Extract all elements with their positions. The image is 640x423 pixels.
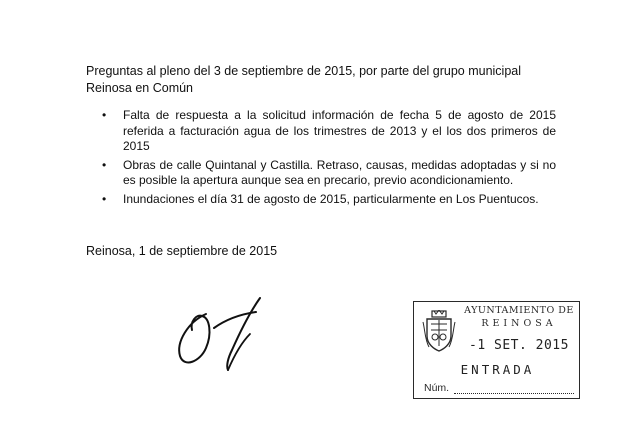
- place-and-date: Reinosa, 1 de septiembre de 2015: [86, 244, 278, 258]
- stamp-number-label: Núm.: [424, 382, 450, 394]
- stamp-number-line: [454, 393, 574, 394]
- list-item: [86, 108, 556, 155]
- bullet-icon: •: [102, 157, 107, 172]
- heading-line-1: Preguntas al pleno del 3 de septiembre de 2015, por parte del grupo municipal: [86, 64, 522, 78]
- coat-of-arms-icon: [422, 310, 456, 352]
- stamp-entry-label: ENTRADA: [460, 362, 535, 377]
- registry-stamp: [413, 301, 580, 399]
- list-item: [86, 192, 556, 208]
- bullet-icon: •: [102, 191, 107, 206]
- stamp-date: -1 SET. 2015: [469, 338, 569, 353]
- list-item-text: Inundaciones el día 31 de agosto de 2015, particularmente en Los Puentucos.: [123, 191, 539, 206]
- heading-line-2: Reinosa en Común: [86, 81, 194, 95]
- stamp-municipality-label: AYUNTAMIENTO DE: [464, 305, 574, 316]
- document-heading: [86, 63, 556, 97]
- list-item-text: Falta de respuesta a la solicitud información de fecha 5 de agosto de 2015 referida a facturación agua de los trimestres de 2013 y el los dos primeros de 2015: [123, 108, 556, 153]
- list-item-text: Obras de calle Quintanal y Castilla. Retraso, causas, medidas adoptadas y si no es posible la apertura aunque sea en precario, previo acondicionamiento.: [123, 157, 556, 187]
- handwritten-signature: [170, 292, 280, 372]
- bullet-icon: •: [102, 108, 107, 122]
- list-item: [86, 158, 556, 189]
- stamp-town-name: REINOSA: [481, 318, 557, 329]
- questions-list: [86, 108, 556, 210]
